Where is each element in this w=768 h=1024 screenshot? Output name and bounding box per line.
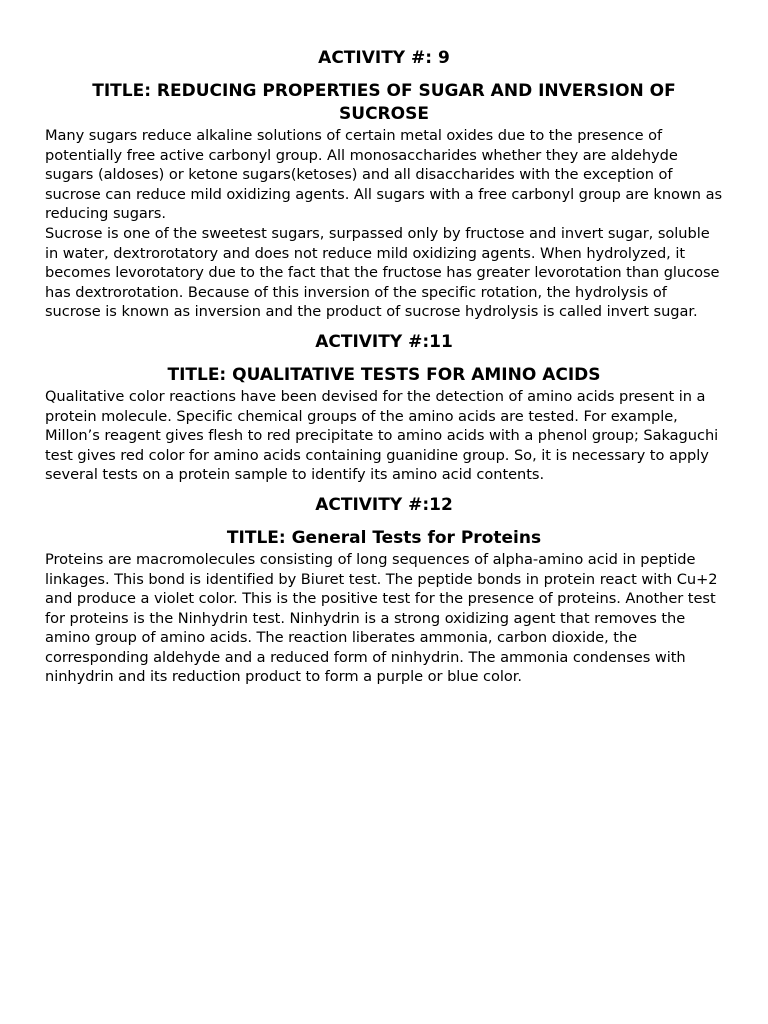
activity-12-title: TITLE: General Tests for Proteins — [226, 527, 542, 548]
activity-9-paragraph-2: Sucrose is one of the sweetest sugars, surpassed only by fructose and invert sugar, soluble in water, dextrorotatory and does not reduce mild oxidizing agents. When hydrolyzed, it becomes levorotatory due to the fact that the fructose has greater levorotation than glucose has dextrorotation. Because of this inversion of the specific rotation, the hydrolysis of sucrose is known as inversion and the product of sucrose hydrolysis is called invert sugar. — [45, 224, 720, 321]
activity-11-title: TITLE: QUALITATIVE TESTS FOR AMINO ACIDS — [167, 364, 601, 385]
activity-12-section — [45, 494, 723, 687]
activity-9-title: TITLE: REDUCING PROPERTIES OF SUGAR AND INVERSION OF SUCROSE — [92, 81, 676, 124]
activity-9-paragraph-1: Many sugars reduce alkaline solutions of certain metal oxides due to the presence of potentially free active carbonyl group. All monosaccharides whether they are aldehyde sugars (aldoses) or ketone sugars(ketoses) and all disaccharides with the exception of sucrose can reduce mild oxidizing agents. All sugars with a free carbonyl group are known as reducing sugars. — [45, 127, 723, 223]
activity-9-heading: ACTIVITY #: 9 — [318, 48, 450, 68]
activity-9-section — [45, 47, 723, 322]
activity-11-paragraph-1: Qualitative color reactions have been devised for the detection of amino acids present in a protein molecule. Specific chemical groups of the amino acids are tested. For example, Millon’s reagent gives flesh to red precipitate to amino acids with a phenol group; Sakaguchi test gives red color for amino acids containing guanidine group. So, it is necessary to apply several tests on a protein sample to identify its amino acid contents. — [45, 387, 719, 484]
activity-12-paragraph-1: Proteins are macromolecules consisting of long sequences of alpha-amino acid in peptide linkages. This bond is identified by Biuret test. The peptide bonds in protein react with Cu+2 and produce a violet color. This is the positive test for the presence of proteins. Another test for proteins is the Ninhydrin test. Ninhydrin is a strong oxidizing agent that removes the amino group of amino acids. The reaction liberates ammonia, carbon dioxide, the corresponding aldehyde and a reduced form of ninhydrin. The ammonia condenses with ninhydrin and its reduction product to form a purple or blue color. — [45, 550, 718, 686]
activity-11-section — [45, 331, 723, 485]
activity-11-heading: ACTIVITY #:11 — [315, 331, 453, 352]
activity-12-heading: ACTIVITY #:12 — [315, 494, 453, 515]
